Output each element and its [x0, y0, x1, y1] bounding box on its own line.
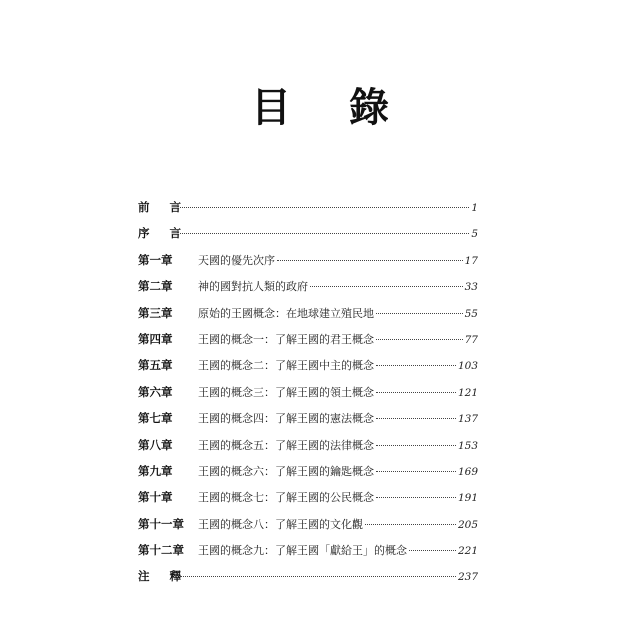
toc-entry-title: 王國的概念八：了解王國的文化觀 — [198, 517, 363, 531]
toc-chapter-label: 序 言 — [138, 226, 190, 241]
toc-chapter-label: 第五章 — [138, 358, 173, 373]
dot-leader — [376, 445, 456, 446]
page-title: 目 錄 — [251, 84, 411, 131]
toc-chapter-label: 第四章 — [138, 331, 173, 346]
toc-entry-chapter-6[interactable] — [138, 379, 478, 405]
toc-page-number: 153 — [457, 439, 478, 452]
toc-entry-title: 王國的概念九：了解王國「獻給王」的概念 — [198, 544, 407, 558]
toc-chapter-label: 第二章 — [138, 279, 173, 294]
toc-entry-chapter-9[interactable] — [138, 458, 478, 484]
toc-entry-chapter-7[interactable] — [138, 405, 478, 431]
toc-entry-title: 王國的概念三：了解王國的領土概念 — [198, 385, 374, 399]
toc-page-number: 191 — [457, 492, 478, 505]
toc-page-number: 33 — [464, 281, 478, 294]
dot-leader — [365, 524, 456, 525]
toc-page-number: 77 — [464, 333, 478, 346]
toc-entry-preface[interactable] — [138, 194, 478, 220]
toc-entry-chapter-4[interactable] — [138, 326, 478, 352]
toc-entry-chapter-3[interactable] — [138, 300, 478, 326]
toc-chapter-label: 第十二章 — [138, 543, 184, 558]
table-of-contents — [138, 194, 478, 590]
dot-leader — [376, 418, 456, 419]
dot-leader — [376, 365, 456, 366]
toc-entry-chapter-5[interactable] — [138, 352, 478, 378]
toc-page-number: 169 — [457, 465, 478, 478]
toc-entry-title: 原始的王國概念：在地球建立殖民地 — [198, 306, 374, 320]
toc-chapter-label: 第一章 — [138, 252, 173, 267]
dot-leader — [376, 471, 456, 472]
toc-chapter-label: 第七章 — [138, 411, 173, 426]
toc-entry-title: 王國的概念二：了解王國中主的概念 — [198, 359, 374, 373]
dot-leader — [180, 233, 469, 234]
toc-chapter-label: 第六章 — [138, 384, 173, 399]
toc-chapter-label: 第八章 — [138, 437, 173, 452]
toc-entry-title: 天國的優先次序 — [198, 253, 275, 267]
toc-page-number: 1 — [471, 202, 478, 214]
toc-chapter-label: 第十章 — [138, 490, 173, 505]
toc-entry-chapter-1[interactable] — [138, 247, 478, 273]
dot-leader — [180, 207, 469, 208]
toc-page-number: 17 — [464, 254, 478, 267]
toc-page-number: 121 — [457, 386, 478, 399]
dot-leader — [376, 339, 463, 340]
toc-entry-title: 王國的概念五：了解王國的法律概念 — [198, 438, 374, 452]
toc-entry-title: 神的國對抗人類的政府 — [198, 280, 308, 294]
toc-page-number: 5 — [471, 228, 478, 241]
toc-entry-notes[interactable] — [138, 563, 478, 589]
toc-chapter-label: 第三章 — [138, 305, 173, 320]
toc-entry-chapter-2[interactable] — [138, 273, 478, 299]
dot-leader — [180, 576, 456, 577]
dot-leader — [376, 313, 463, 314]
toc-entry-title: 王國的概念六：了解王國的鑰匙概念 — [198, 464, 374, 478]
toc-page-number: 237 — [457, 571, 478, 584]
dot-leader — [376, 392, 456, 393]
toc-entry-foreword[interactable] — [138, 220, 478, 246]
toc-chapter-label: 第九章 — [138, 463, 173, 478]
toc-page-number: 103 — [457, 360, 478, 373]
dot-leader — [409, 550, 456, 551]
toc-page-number: 55 — [464, 307, 478, 320]
toc-entry-chapter-10[interactable] — [138, 484, 478, 510]
toc-entry-chapter-12[interactable] — [138, 537, 478, 563]
toc-chapter-label: 第十一章 — [138, 516, 184, 531]
toc-page-number: 205 — [457, 518, 478, 531]
dot-leader — [376, 497, 456, 498]
toc-entry-chapter-11[interactable] — [138, 511, 478, 537]
toc-chapter-label: 前 言 — [138, 200, 190, 214]
toc-page-number: 221 — [457, 545, 478, 558]
dot-leader — [277, 260, 463, 261]
toc-chapter-label: 注 釋 — [138, 569, 190, 584]
toc-entry-title: 王國的概念一：了解王國的君王概念 — [198, 332, 374, 346]
toc-entry-chapter-8[interactable] — [138, 432, 478, 458]
toc-page-number: 137 — [457, 413, 478, 426]
toc-entry-title: 王國的概念四：了解王國的憲法概念 — [198, 412, 374, 426]
toc-entry-title: 王國的概念七：了解王國的公民概念 — [198, 491, 374, 505]
dot-leader — [310, 286, 463, 287]
